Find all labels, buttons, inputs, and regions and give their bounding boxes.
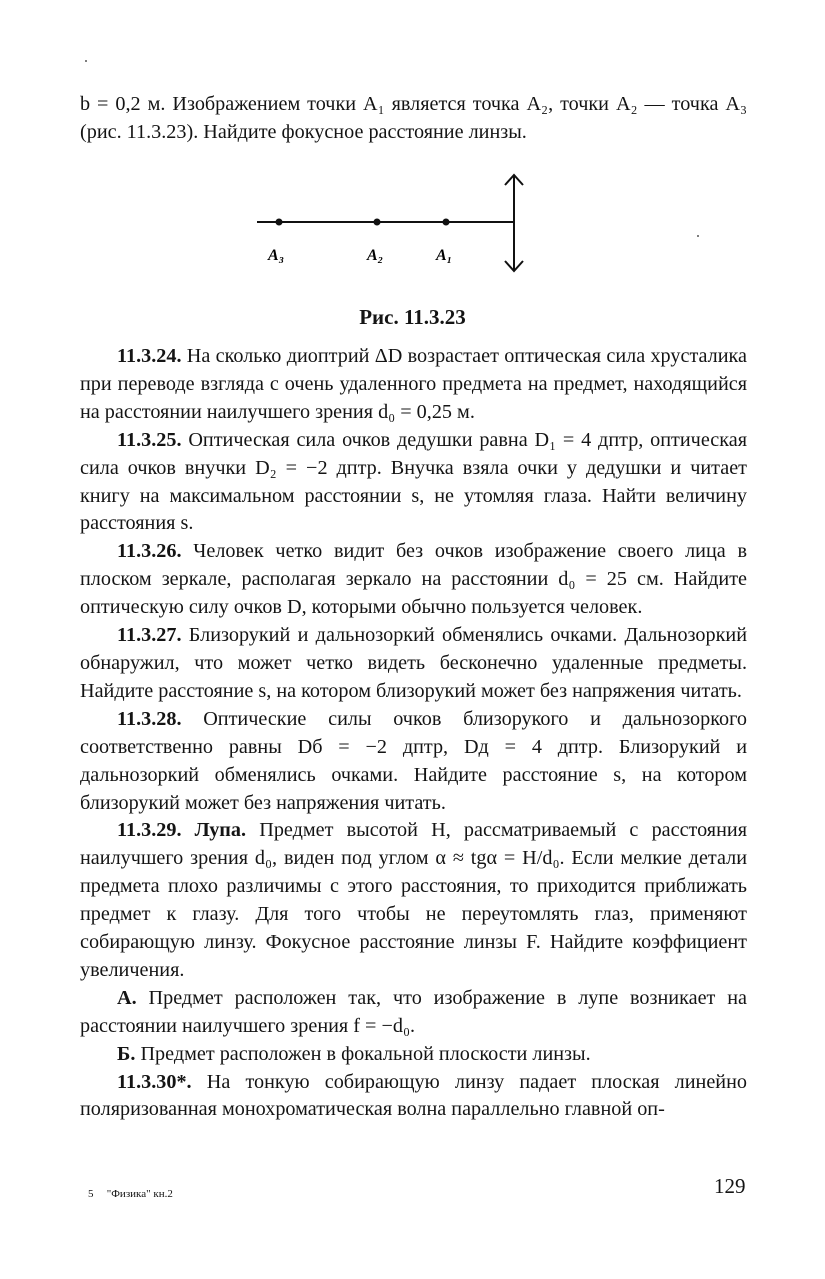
problem-text: Предмет высотой H, рассматриваемый с расстояния наилучшего зрения d₀, виден под углом α ≈ tgα = H/d₀. Если мелкие детали предмета плохо различимы с этого расстояния, то приходится приближать предмет к глазу. Для того чтобы не переутомлять глаз, применяют собирающую линзу. Фокусное расстояние линзы F. Найдите коэффициент увеличения. [80,819,747,981]
problem-text: На тонкую собирающую линзу падает плоская линейно поляризованная монохроматическая волна параллельно главной оп- [80,1070,747,1121]
label-a3: A₃ [268,247,285,264]
problem-11-3-30 [80,1069,747,1125]
problem-text: Близорукий и дальнозоркий обменялись очками. Дальнозоркий обнаружил, что может четко видеть бесконечно удаленные предметы. Найдите расстояние s, на котором близорукий может без напряжения читать. [80,624,747,702]
problem-11-3-29-part-b [80,1041,747,1069]
problem-text: На сколько диоптрий ΔD возрастает оптическая сила хрусталика при переводе взгляда с очень удаленного предмета на предмет, находящийся на расстоянии наилучшего зрения d₀ = 0,25 м. [80,345,747,423]
page-number: 129 [714,1174,746,1198]
label-a2: A₂ [367,247,384,264]
problem-text: Человек четко видит без очков изображение своего лица в плоском зеркале, располагая зеркало на расстоянии d₀ = 25 см. Найдите оптическую силу очков D, которыми обычно пользуется человек. [80,540,747,619]
problem-11-3-29 [80,817,747,984]
signature-mark: 5 [88,1188,94,1200]
book-title: "Физика" кн.2 [106,1188,173,1200]
problem-text: Предмет расположен в фокальной плоскости линзы. [135,1042,591,1065]
figure-caption: Рис. 11.3.23 [359,305,466,329]
problem-11-3-28 [80,706,747,818]
problem-11-3-29-part-a [80,985,747,1041]
problem-number: 11.3.27. [117,624,182,647]
page-footer [88,1188,173,1200]
intro-text: b = 0,2 м. Изображением точки A₁ является точка A₂, точки A₂ — точка A₃ (рис. 11.3.23). Найдите фокусное расстояние линзы. [80,93,747,143]
intro-paragraph [80,91,747,147]
problem-number: Б. [117,1042,136,1065]
problem-text: Предмет расположен так, что изображение в лупе возникает на расстоянии наилучшего зрения f = −d₀. [80,986,747,1037]
problem-number: А. [117,986,137,1009]
problem-number: 11.3.28. [117,707,182,730]
problem-number: 11.3.25. [117,428,182,451]
problem-11-3-24 [80,343,747,427]
problem-number: 11.3.26. [117,540,182,563]
lens-diagram [250,170,550,280]
problem-number: 11.3.24. [117,345,182,367]
scan-speck [697,235,699,237]
point-a3 [276,219,283,226]
problem-text: Оптическая сила очков дедушки равна D₁ = 4 дптр, оптическая сила очков внучки D₂ = −2 дптр. Внучка взяла очки у дедушки и читает книгу на максимальном расстоянии s, не утомляя глаза. Найти величину расстояния s. [80,428,747,535]
scan-speck [85,60,87,62]
point-a1 [443,219,450,226]
problem-11-3-26 [80,538,747,622]
label-a1: A₁ [436,247,453,264]
problem-list [80,343,747,1124]
point-a2 [374,219,381,226]
problem-11-3-27 [80,622,747,706]
problem-text: Оптические силы очков близорукого и дальнозоркого соответственно равны Dб = −2 дптр, Dд = 4 дптр. Близорукий и дальнозоркий обменялись очками. Найдите расстояние s, на котором близорукий может без напряжения читать. [80,707,747,814]
problem-11-3-25 [80,427,747,539]
problem-number: 11.3.29. Лупа. [117,819,247,842]
problem-number: 11.3.30*. [117,1070,192,1093]
